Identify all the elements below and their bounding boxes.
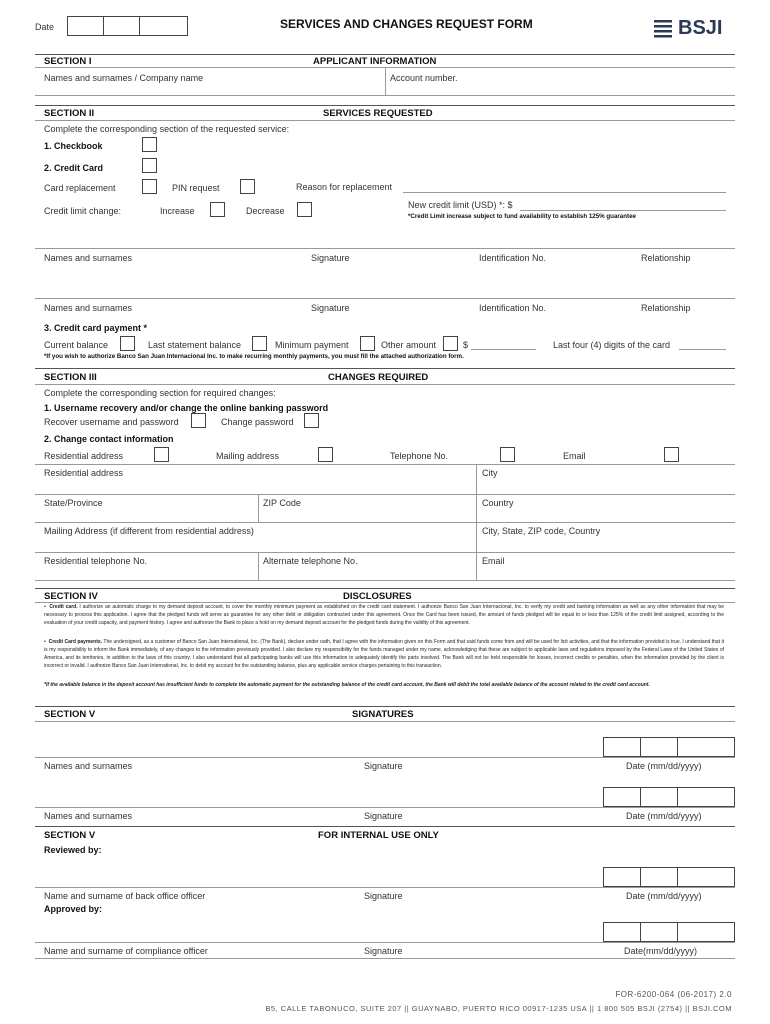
telephone-checkbox[interactable] (500, 447, 515, 462)
last-statement-checkbox[interactable] (252, 336, 267, 351)
compliance-label: Name and surname of compliance officer (44, 946, 208, 956)
section-4-label: SECTION IV (44, 591, 98, 602)
section-5-label: SECTION V (44, 709, 96, 720)
section-2-label: SECTION II (44, 108, 95, 119)
approve-signature-label: Signature (364, 946, 403, 956)
section-6-title: FOR INTERNAL USE ONLY (318, 830, 439, 841)
decrease-label: Decrease (246, 206, 285, 216)
recover-username-checkbox[interactable] (191, 413, 206, 428)
footer-address: B5, CALLE TABONUCO, SUITE 207 || GUAYNABO, PUERTO RICO 00917-1235 USA || 1 800 505 BSJI (2754) || BSJI.COM (265, 1004, 732, 1013)
mailing-address-checkbox[interactable] (318, 447, 333, 462)
reason-replacement-label: Reason for replacement (296, 182, 393, 192)
residential-address-field-label: Residential address (44, 468, 124, 478)
card-replacement-checkbox[interactable] (142, 179, 157, 194)
card-replacement-label: Card replacement (44, 183, 116, 193)
account-number-label: Account number. (390, 73, 458, 83)
minimum-payment-checkbox[interactable] (360, 336, 375, 351)
section-1-label: SECTION I (44, 56, 92, 67)
bullet-icon: • (44, 604, 50, 610)
payment-note: *If you wish to authorize Banco San Juan Internacional Inc. to make recurring monthly payments, you must fill the attached authorization form. (44, 353, 464, 360)
current-balance-label: Current balance (44, 340, 109, 350)
current-balance-checkbox[interactable] (120, 336, 135, 351)
city-field-label: City (482, 468, 498, 478)
sig-date-year-2[interactable] (677, 787, 735, 807)
email-field-label: Email (482, 556, 505, 566)
checkbook-checkbox[interactable] (142, 137, 157, 152)
bsji-logo (652, 17, 734, 41)
residential-address-checkbox[interactable] (154, 447, 169, 462)
pin-request-checkbox[interactable] (240, 179, 255, 194)
authorized-names-label-1: Names and surnames (44, 253, 133, 263)
section-2-title: SERVICES REQUESTED (323, 108, 433, 119)
mailing-address-option-label: Mailing address (216, 451, 280, 461)
last-four-label: Last four (4) digits of the card (553, 340, 671, 350)
other-amount-dollar: $ (463, 340, 469, 350)
review-date-day[interactable] (640, 867, 678, 887)
new-credit-limit-line[interactable] (520, 210, 726, 211)
email-checkbox[interactable] (664, 447, 679, 462)
credit-card-label: 2. Credit Card (44, 163, 104, 173)
date-month-box[interactable] (67, 16, 104, 36)
form-code: FOR-6200-064 (06-2017) 2.0 (615, 990, 732, 999)
reviewed-by-label: Reviewed by: (44, 845, 102, 855)
sig-date-day-2[interactable] (640, 787, 678, 807)
new-credit-limit-label: New credit limit (USD) *: $ (408, 200, 513, 210)
disclosure-credit-card-title: Credit card. (49, 604, 78, 610)
date-year-box[interactable] (139, 16, 188, 36)
authorized-signature-label-1: Signature (311, 253, 350, 263)
authorized-names-label-2: Names and surnames (44, 303, 133, 313)
sig-date-month-2[interactable] (603, 787, 641, 807)
section-4-title: DISCLOSURES (343, 591, 412, 602)
sig-date-label-2: Date (mm/dd/yyyy) (626, 811, 702, 821)
zip-field-label: ZIP Code (263, 498, 301, 508)
form-title: SERVICES AND CHANGES REQUEST FORM (280, 17, 533, 31)
checkbook-label: 1. Checkbook (44, 141, 103, 151)
last-statement-label: Last statement balance (148, 340, 242, 350)
last-four-line[interactable] (679, 349, 726, 350)
disclosure-note (44, 682, 724, 690)
names-company-label: Names and surnames / Company name (44, 73, 204, 83)
section-2-intro: Complete the corresponding section of the requested service: (44, 124, 290, 134)
sig-date-month-1[interactable] (603, 737, 641, 757)
residential-address-option-label: Residential address (44, 451, 124, 461)
sig-date-label-1: Date (mm/dd/yyyy) (626, 761, 702, 771)
change-password-label: Change password (221, 417, 294, 427)
credit-limit-change-label: Credit limit change: (44, 206, 122, 216)
approve-date-label: Date(mm/dd/yyyy) (624, 946, 698, 956)
sig-signature-label-2: Signature (364, 811, 403, 821)
mailing-address-field-label: Mailing Address (if different from residential address) (44, 526, 254, 536)
change-password-checkbox[interactable] (304, 413, 319, 428)
country-field-label: Country (482, 498, 514, 508)
other-amount-checkbox[interactable] (443, 336, 458, 351)
approve-date-year[interactable] (677, 922, 735, 942)
sig-signature-label-1: Signature (364, 761, 403, 771)
alternate-phone-field-label: Alternate telephone No. (263, 556, 358, 566)
disclosure-payments-title: Credit Card payments. (48, 639, 103, 645)
credit-card-payment-label: 3. Credit card payment * (44, 323, 148, 333)
sig-names-label-2: Names and surnames (44, 811, 133, 821)
recover-username-label: Recover username and password (44, 417, 179, 427)
date-label: Date (35, 22, 55, 32)
change-contact-label: 2. Change contact information (44, 434, 174, 444)
increase-label: Increase (160, 206, 195, 216)
authorized-relationship-label-2: Relationship (641, 303, 691, 313)
credit-limit-note: *Credit Limit increase subject to fund availability to establish 125% guarantee (408, 213, 636, 220)
back-office-label: Name and surname of back office officer (44, 891, 206, 901)
section-5-title: SIGNATURES (352, 709, 414, 720)
disclosure-credit-card (44, 604, 724, 628)
decrease-checkbox[interactable] (297, 202, 312, 217)
minimum-payment-label: Minimum payment (275, 340, 349, 350)
sig-names-label-1: Names and surnames (44, 761, 133, 771)
review-date-month[interactable] (603, 867, 641, 887)
review-date-year[interactable] (677, 867, 735, 887)
review-date-label: Date (mm/dd/yyyy) (626, 891, 702, 901)
approved-by-label: Approved by: (44, 904, 103, 914)
bullet-icon: • (44, 639, 49, 645)
residential-phone-field-label: Residential telephone No. (44, 556, 148, 566)
other-amount-line[interactable] (471, 349, 536, 350)
authorized-id-label-2: Identification No. (479, 303, 547, 313)
authorized-id-label-1: Identification No. (479, 253, 547, 263)
reason-replacement-line[interactable] (403, 192, 726, 193)
state-field-label: State/Province (44, 498, 103, 508)
credit-card-checkbox[interactable] (142, 158, 157, 173)
disclosure-payments (44, 639, 724, 671)
authorized-relationship-label-1: Relationship (641, 253, 691, 263)
email-option-label: Email (563, 451, 586, 461)
sig-date-year-1[interactable] (677, 737, 735, 757)
telephone-option-label: Telephone No. (390, 451, 449, 461)
disclosure-credit-card-text: I authorize an automatic charge to my demand deposit account, to cover the monthly minimum payment as established on the credit card statement. I authorize Banco San Juan Internacional, Inc. to verify my credit and banking information as well as any other information that may be necessary to process this application. I agree that the pledged funds will serve as guarantee for any other debt or obligation contracted under this agreement. Once the Card has been issued, the amount of funds pledged will be equal to or less than 125% of the credit limit assigned, according to the evaluation of your credit capacity, and payment history. I agree and authorize the Bank to place a hold on my demand deposit account for the pledged funds during the validity of this agreement. (44, 604, 724, 626)
section-3-intro: Complete the corresponding section for required changes: (44, 388, 276, 398)
logo-text: BSJI (678, 17, 723, 39)
date-day-box[interactable] (103, 16, 140, 36)
section-6-label: SECTION V (44, 830, 96, 841)
pin-request-label: PIN request (172, 183, 220, 193)
approve-date-month[interactable] (603, 922, 641, 942)
disclosure-note-text: *If the available balance in the deposit account has insufficient funds to complete the automatic payment for the outstanding balance of the credit card account, the Bank will debit the total available balance of the account related to the credit card account. (44, 682, 650, 688)
review-signature-label: Signature (364, 891, 403, 901)
approve-date-day[interactable] (640, 922, 678, 942)
username-recovery-label: 1. Username recovery and/or change the online banking password (44, 403, 329, 413)
section-1-title: APPLICANT INFORMATION (313, 56, 437, 67)
section-3-label: SECTION III (44, 372, 97, 383)
bank-building-icon (652, 18, 674, 40)
sig-date-day-1[interactable] (640, 737, 678, 757)
section-3-title: CHANGES REQUIRED (328, 372, 429, 383)
increase-checkbox[interactable] (210, 202, 225, 217)
city-state-zip-field-label: City, State, ZIP code, Country (482, 526, 601, 536)
disclosure-payments-text: The undersigned, as a customer of Banco San Juan International, Inc. (The Bank), declare under oath, that I agree with the information given on this Form and that said funds come from and will be used for licit activities, and that the information provided is true. I understand that it is my responsibility to inform the Bank immediately, of any changes to the information previously provided. I also declare my responsibility for the funds managed under my name, acknowledging that these are subject to applicable laws and regulations imposed by the Federal Laws of the United States of America, and its territories, in addition to the laws of this country. I also understand that all participating banks will use this information to adequately identify the parts involved. The Bank will not be held responsible for losses, incorrect credits or penalties, when the information provided by the client is incorrect or invalid. I authorize Banco San Juan International, Inc. to debit my account for the outstanding balance, plus any applicable service charges pertaining to this transaction. (44, 639, 724, 669)
authorized-signature-label-2: Signature (311, 303, 350, 313)
other-amount-label: Other amount (381, 340, 437, 350)
